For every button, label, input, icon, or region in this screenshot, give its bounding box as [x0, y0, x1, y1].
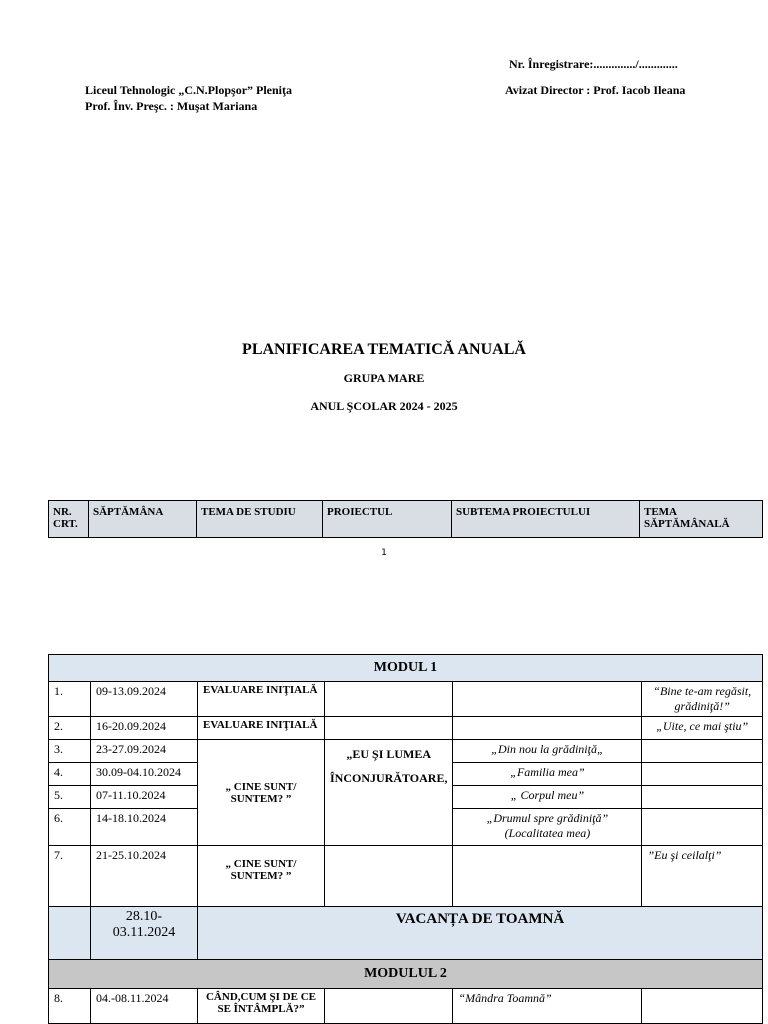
merged-theme: „ CINE SUNT/ SUNTEM? ” [198, 740, 325, 846]
row-nr: 2. [49, 717, 91, 740]
row-project [325, 717, 453, 740]
row-project [325, 682, 453, 717]
module-1-heading: MODUL 1 [49, 655, 763, 682]
row-week: 30.09-04.10.2024 [91, 763, 198, 786]
row-weekly-theme: “Bine te-am regăsit, grădiniţă!” [642, 682, 763, 717]
row-nr: 6. [49, 809, 91, 846]
group-name: GRUPA MARE [343, 371, 425, 385]
table-row [49, 989, 763, 1024]
row-subtheme: „Drumul spre grădiniţă” (Localitatea mea) [453, 809, 642, 846]
row-subtheme: “Mândra Toamnă” [453, 989, 642, 1024]
row-project [325, 846, 453, 907]
row-nr: 1. [49, 682, 91, 717]
table-row [49, 846, 763, 907]
row-nr: 7. [49, 846, 91, 907]
row-subtheme: „ Corpul meu” [453, 786, 642, 809]
row-project [325, 989, 453, 1024]
row-week: 21-25.10.2024 [91, 846, 198, 907]
page-number: 1 [381, 548, 387, 558]
registration-number: Nr. Înregistrare:............../............. [509, 57, 678, 71]
row-week: 23-27.09.2024 [91, 740, 198, 763]
vacation-week: 28.10-03.11.2024 [91, 907, 198, 960]
row-weekly-theme: „Uite, ce mai ştiu” [642, 717, 763, 740]
row-subtheme: „Din nou la grădiniţă„ [453, 740, 642, 763]
school-name: Liceul Tehnologic „C.N.Plopşor” Pleniţa [85, 83, 293, 97]
row-subtheme: „Familia mea” [453, 763, 642, 786]
col-theme: TEMA DE STUDIU [197, 501, 323, 538]
row-subtheme [453, 717, 642, 740]
row-weekly-theme [642, 763, 763, 786]
row-theme: CÂND,CUM ŞI DE CE SE ÎNTÂMPLĂ?” [198, 989, 325, 1024]
row-nr: 5. [49, 786, 91, 809]
row-week: 07-11.10.2024 [91, 786, 198, 809]
school-year: ANUL ŞCOLAR 2024 - 2025 [310, 399, 458, 413]
col-project: PROIECTUL [323, 501, 452, 538]
row-week: 16-20.09.2024 [91, 717, 198, 740]
vacation-row [49, 907, 763, 960]
row-week: 04.-08.11.2024 [91, 989, 198, 1024]
teacher-name: Prof. Înv. Preşc. : Muşat Mariana [85, 99, 258, 113]
row-subtheme [453, 846, 642, 907]
row-nr: 4. [49, 763, 91, 786]
vacation-label: VACANȚA DE TOAMNĂ [198, 907, 763, 960]
row-weekly-theme [642, 786, 763, 809]
row-nr: 3. [49, 740, 91, 763]
row-subtheme [453, 682, 642, 717]
vacation-nr [49, 907, 91, 960]
row-week: 14-18.10.2024 [91, 809, 198, 846]
table-row [49, 740, 763, 763]
col-nr: NR. CRT. [49, 501, 89, 538]
row-theme: „ CINE SUNT/ SUNTEM? ” [198, 846, 325, 907]
row-weekly-theme [642, 809, 763, 846]
row-weekly-theme [642, 989, 763, 1024]
row-theme: EVALUARE INIŢIALĂ [198, 682, 325, 717]
table-row [49, 717, 763, 740]
director-approval: Avizat Director : Prof. Iacob Ileana [505, 83, 686, 97]
column-header-table [48, 500, 763, 538]
row-theme: EVALUARE INIŢIALĂ [198, 717, 325, 740]
row-nr: 8. [49, 989, 91, 1024]
row-weekly-theme [642, 740, 763, 763]
plan-table [48, 654, 763, 1024]
col-subtheme: SUBTEMA PROIECTULUI [452, 501, 640, 538]
document-title: PLANIFICAREA TEMATICĂ ANUALĂ [242, 341, 526, 358]
table-row [49, 682, 763, 717]
module-2-heading: MODULUL 2 [49, 960, 763, 989]
col-weekly-theme: TEMA SĂPTĂMÂNALĂ [640, 501, 763, 538]
row-week: 09-13.09.2024 [91, 682, 198, 717]
project-name: „EU ŞI LUMEA ÎNCONJURĂTOARE, [325, 740, 453, 846]
row-weekly-theme: ”Eu şi ceilalţi” [642, 846, 763, 907]
col-week: SĂPTĂMÂNA [89, 501, 197, 538]
